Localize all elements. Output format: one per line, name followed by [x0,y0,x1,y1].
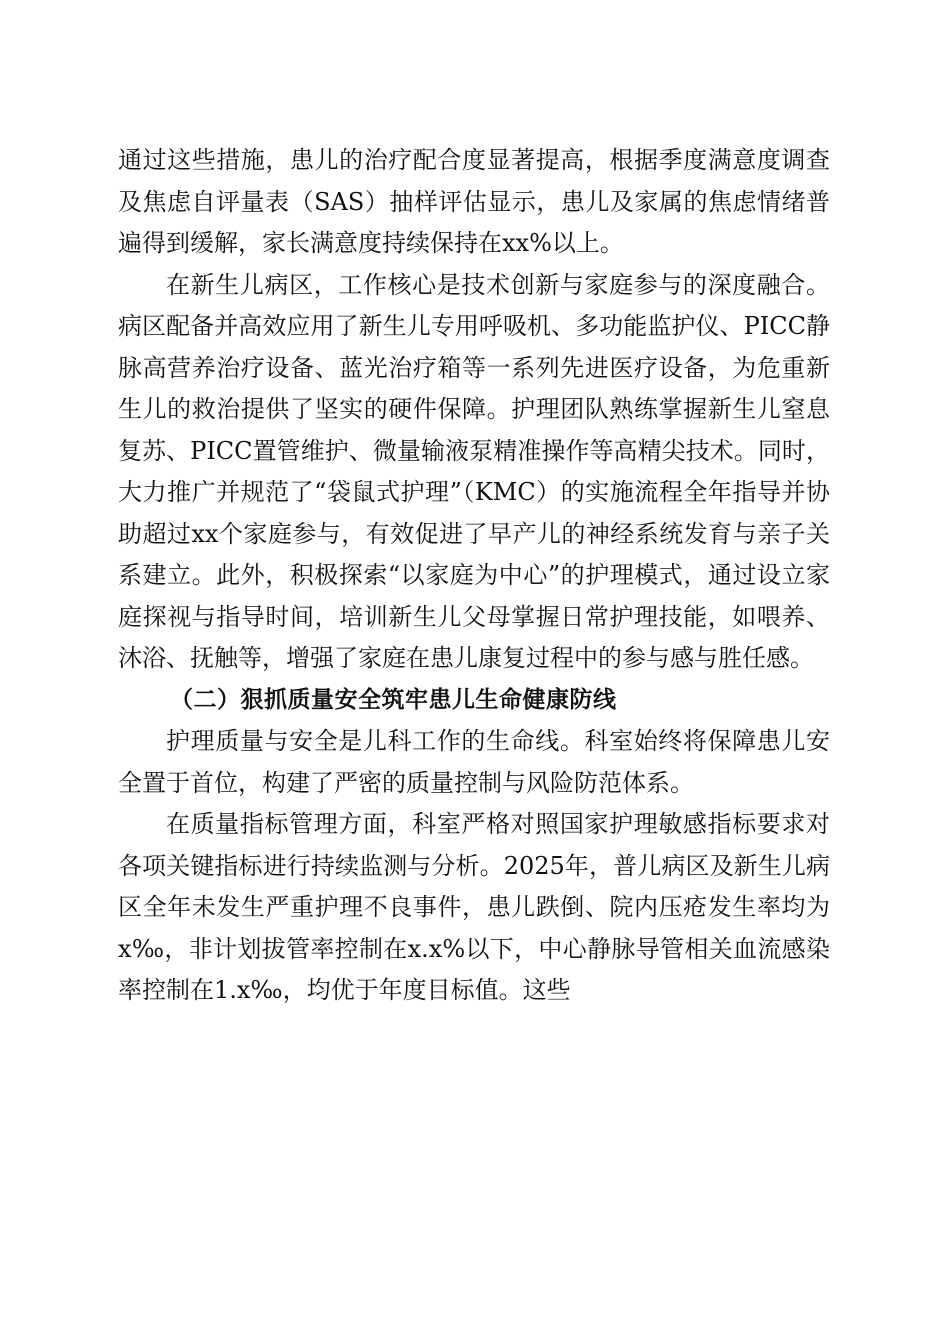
paragraph-quality-indicators: 在质量指标管理方面，科室严格对照国家护理敏感指标要求对各项关键指标进行持续监测与分析。2025年，普儿病区及新生儿病区全年未发生严重护理不良事件，患儿跌倒、院内压疮发生率均为x‰，非计划拔管率控制在x.x%以下，中心静脉导管相关血流感染率控制在1.x‰，均优于年度目标值。这些 [118,810,830,1004]
document-page [118,140,830,1012]
paragraph-satisfaction-results: 通过这些措施，患儿的治疗配合度显著提高，根据季度满意度调查及焦虑自评量表（SAS）抽样评估显示，患儿及家属的焦虑情绪普遍得到缓解，家长满意度持续保持在xx%以上。 [118,146,830,257]
paragraph-quality-intro: 护理质量与安全是儿科工作的生命线。科室始终将保障患儿安全置于首位，构建了严密的质量控制与风险防范体系。 [118,727,830,797]
paragraph-neonatal-ward: 在新生儿病区，工作核心是技术创新与家庭参与的深度融合。病区配备并高效应用了新生儿专用呼吸机、多功能监护仪、PICC静脉高营养治疗设备、蓝光治疗箱等一系列先进医疗设备，为危重新生儿的救治提供了坚实的硬件保障。护理团队熟练掌握新生儿窒息复苏、PICC置管维护、微量输液泵精准操作等高精尖技术。同时，大力推广并规范了“袋鼠式护理”（KMC）的实施流程全年指导并协助超过xx个家庭参与，有效促进了早产儿的神经系统发育与亲子关系建立。此外，积极探索“以家庭为中心”的护理模式，通过设立家庭探视与指导时间，培训新生儿父母掌握日常护理技能，如喂养、沐浴、抚触等，增强了家庭在患儿康复过程中的参与感与胜任感。 [118,270,830,672]
section-heading-quality-safety: （二）狠抓质量安全筑牢患儿生命健康防线 [170,686,617,713]
